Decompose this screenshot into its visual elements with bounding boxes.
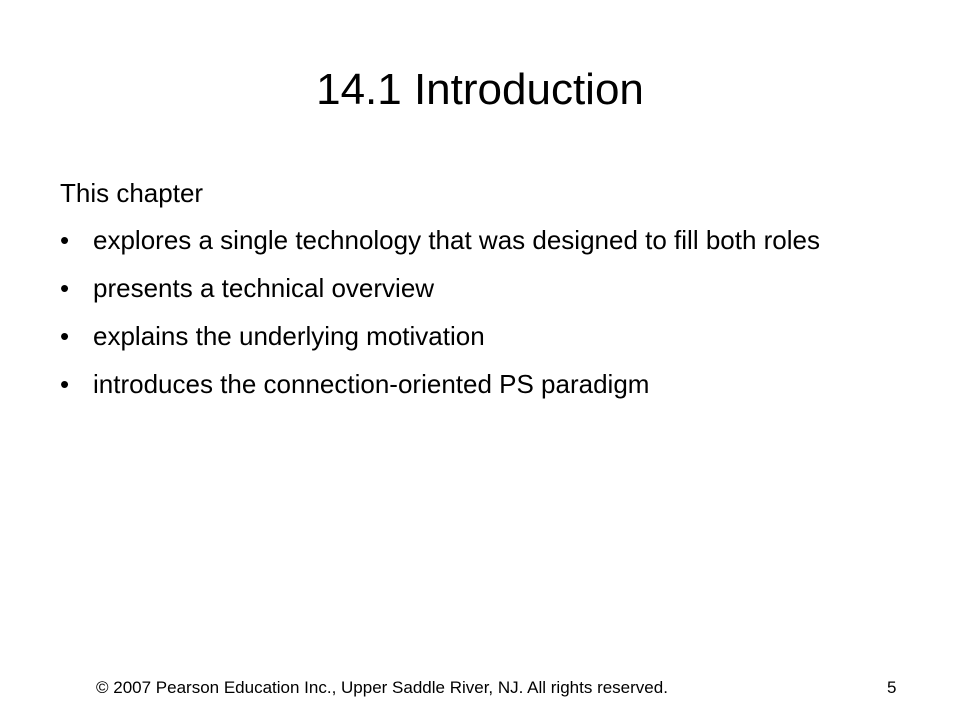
bullet-icon: •	[60, 273, 70, 303]
bullet-item	[60, 272, 860, 305]
copyright-footer: © 2007 Pearson Education Inc., Upper Saddle River, NJ. All rights reserved.	[96, 678, 668, 697]
bullet-item	[60, 224, 860, 257]
bullet-list	[60, 224, 860, 416]
bullet-item	[60, 320, 860, 353]
page-number: 5	[887, 678, 897, 697]
intro-text: This chapter	[60, 178, 204, 208]
bullet-text: explains the underlying motivation	[93, 321, 485, 351]
bullet-icon: •	[60, 321, 70, 351]
bullet-text: introduces the connection-oriented PS paradigm	[93, 369, 650, 399]
bullet-item	[60, 368, 860, 401]
bullet-text: presents a technical overview	[93, 273, 435, 303]
bullet-icon: •	[60, 225, 70, 255]
bullet-text: explores a single technology that was designed to fill both roles	[93, 225, 820, 255]
bullet-icon: •	[60, 369, 70, 399]
slide-title: 14.1 Introduction	[316, 65, 644, 114]
